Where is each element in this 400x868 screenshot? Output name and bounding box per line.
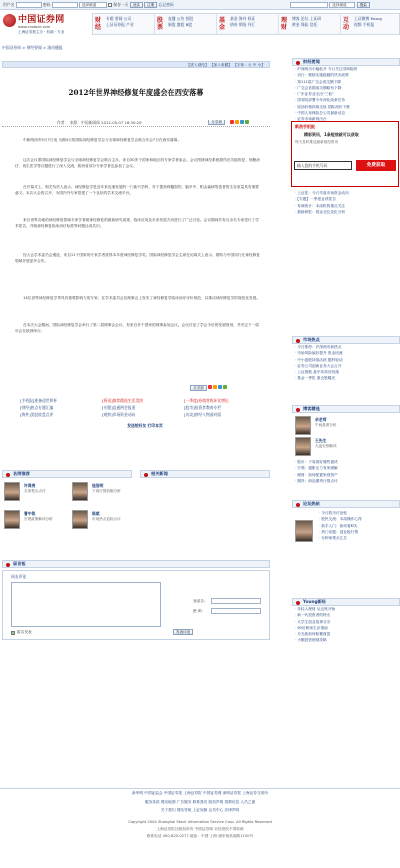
nav-group-interact [341,14,399,34]
password-input[interactable] [52,2,78,8]
comments-title: 留言板 [13,561,26,566]
forgot-password-link[interactable]: 忘记密码 [158,2,174,7]
anonymous-label: 匿名发表 [17,630,32,634]
bullet-icon [296,339,300,343]
breadcrumb[interactable]: 中国证券网 > 财经要闻 > 滚动播报 [2,45,63,50]
expert-desc: 名家观点点评 [24,489,46,493]
market-list [292,344,400,382]
article-meta [2,120,270,127]
weibo-icon[interactable] [230,120,234,124]
qzone-icon[interactable] [213,385,217,389]
share-label: 分享到 [193,386,204,390]
free-get-button[interactable]: 免费获取 [356,160,396,171]
list-item[interactable]: · 证券公司创新业务大会召开 [295,363,400,369]
register-button[interactable]: 注册 [144,2,157,8]
list-item[interactable]: · 分析师观点汇总 [319,535,400,541]
blog-section [292,405,400,484]
top-login-bar [0,0,400,10]
list-item[interactable]: · 上证报：今日早盘市场资金动向 [295,190,400,196]
avatar [295,416,311,435]
username-label: 用户名 [3,2,15,7]
expert-name[interactable]: 许鸿亮 [24,483,36,488]
phone-input-placeholder: 输入您的手机号码 [297,163,328,168]
forum-list [316,510,400,541]
blog-list [292,459,400,484]
list-item[interactable]: · 基金一季报 重仓股曝光 [295,375,400,381]
comment-textarea[interactable] [11,582,161,627]
list-item[interactable]: · 90后职场生存指南 [295,625,400,631]
nav-links[interactable]: 视频 手机报 [354,22,375,27]
article-paragraph: 在开幕式上，相关负责人表示，神经修复学是近年来迅速发展的一门新兴学科，对于提高脊髓损伤、脑卒中、帕金森病等患者的生存质量具有重要意义。本次大会的召开，为国内外专家搭建了一个良好的学术交流平台。 [15,185,259,196]
nav-links[interactable]: 基金 海外 权证 [230,16,256,21]
market-header [292,336,400,344]
site-logo[interactable] [0,12,92,44]
anonymous-checkbox[interactable] [11,631,15,635]
expert-name[interactable]: 曹中铭 [24,511,36,516]
promo-line1: 精彩资讯，1条短信就可以获取 [304,132,359,137]
list-item[interactable]: · 股市：下周看好哪些板块 [295,459,400,465]
sidebar-news-title: 财经要闻 [303,59,320,64]
young-header [292,598,400,606]
blog-title: 博客精选 [303,406,320,411]
nav-links[interactable]: 专题 要闻 公司 [106,16,132,21]
share-label: 分享到 [211,120,222,124]
blogger-desc: 大盘走势解读 [315,444,337,448]
article-paragraph: 中新网西安5月7日电 为期4天的国际神经修复学会与全球神经修复学会联合年会7日在西安落幕。 [23,138,182,142]
expert-desc: 市场热点追踪点评 [92,517,121,521]
list-item[interactable]: · 今日涨停：沪深两市新热点 [295,344,400,350]
remember-checkbox[interactable] [108,3,112,7]
young-list [292,606,400,644]
related-link[interactable]: [观察]市场资金动向 [102,412,136,417]
list-item[interactable]: · 理财：如何配置家庭资产 [295,472,400,478]
kaixin-icon[interactable] [223,385,227,389]
list-item[interactable]: · 期货：商品期货行情点评 [295,478,400,484]
list-item[interactable]: · 第111届广交会成交额下降 [295,79,400,85]
related-link[interactable]: [访谈]财经人物面对面 [184,412,222,417]
list-item[interactable]: · 原油价格持续走低 国际油价下跌 [295,104,400,110]
blogger-name[interactable]: 余老师 [315,417,327,422]
list-item[interactable]: · 广东证券业走出"三低" [295,91,400,97]
bullet-icon [296,601,300,605]
footer-links[interactable]: 新华网 中国证监会 中国证券报 上海证券报 中国证券网 深圳证券报 上海证券交易所 [131,791,269,795]
kaixin-icon[interactable] [245,120,249,124]
login-name-label: 登录名： [193,599,208,603]
young-section [292,598,400,644]
expert-desc: 宏观政策解读分析 [24,517,53,521]
bottom-share-button[interactable] [190,385,207,391]
related-title: 相关新闻 [151,471,168,476]
blogger-name[interactable]: 王先生 [315,438,327,443]
related-link[interactable]: [财经]热点专题汇编 [20,405,54,410]
avatar [4,482,20,501]
related-link[interactable]: [一季度]券商营收环比增长 [184,398,229,403]
article-paragraph: 经大会学术委员会遴选，来自11个国家的专家学者获得本年度神经修复学奖。国际神经修复学会主席在闭幕式上表示，期待与中国同行在神经修复领域开展更多合作。 [15,253,260,264]
nav-links[interactable]: 债券 期货 外汇 [230,22,256,27]
expert-card[interactable] [72,510,152,532]
list-item[interactable]: · 证券市场新规出台 [295,116,400,122]
article-paragraph: 在本次大会期间，国际神经修复学会举行了第二届理事会会议，有来自多个国家的理事参加会议。会议讨论了学会今后的发展规划，并决定下一届年会在欧洲举行。 [15,323,259,334]
list-item[interactable]: · 月光族如何积累财富 [295,631,400,637]
market-title: 市场热点 [303,337,320,342]
nav-links[interactable]: 新股 港股 B股 [168,22,193,27]
expert-name[interactable]: 陈斌 [92,511,100,516]
nav-links[interactable]: 黄金 保险 信托 [292,22,318,27]
comment-label: 网友评论 [11,574,27,579]
list-item[interactable]: · 大学生创业故事分享 [295,619,400,625]
username-input[interactable] [16,2,42,8]
list-item[interactable]: · 广交会首期成交额略有下降 [295,85,400,91]
nav-group-wealth [279,14,341,34]
footer [0,788,400,868]
logo-text: 中国证券网 [18,15,65,25]
expert-desc: 下周行情前瞻分析 [92,489,121,493]
forum-section [292,500,400,550]
search-input[interactable] [290,2,328,8]
avatar [72,510,88,529]
search-channel-select[interactable]: 选择频道 [329,2,355,8]
password-label: 密码 [42,2,51,7]
footer-links[interactable]: 服务条款 网站地图 广告服务 联系我们 版权声明 招聘信息 人员之窗 [144,800,256,804]
list-item[interactable]: · 国务院部署今年深化改革任务 [295,97,400,103]
copyright: Copyright 2004 Shanghai Stock Information Service Corp. All Rights Reserved [128,820,272,824]
renren-icon[interactable] [218,385,222,389]
link-row [20,405,270,412]
related-link[interactable]: [海外]美股收盘点评 [20,412,54,417]
article-paragraph: 这次会议系国际神经修复学会与全球神经修复学会联合主办，来自30多个国家和地区的专家学者参会。会议围绕神经系统损伤后功能恢复、细胞治疗、再生医学等议题进行了深入交流，陕西省部分专家学者也参加了会议。 [15,158,260,169]
nav-links[interactable]: 博客 论坛 上证研 [292,16,321,21]
nav-title[interactable]: 理财 [281,17,288,31]
young-title: Young新经 [303,599,326,604]
forum-body [292,508,400,550]
blog-authors [292,413,400,459]
nav-title[interactable]: 股票 [157,17,164,31]
finance-news-header [292,58,400,66]
list-item[interactable]: · 新一代投资者的特点 [295,612,400,618]
main-navigation [92,13,400,35]
list-item[interactable]: · 央行：继续实施稳健的货币政策 [295,72,400,78]
list-item[interactable]: · 中小盘股持续活跃 题材轮动 [295,357,400,363]
contact-info: 联系电话 400-820-0277 地址：中国·上海 浦东杨高南路1100号 [146,834,254,838]
list-item[interactable]: · 【专题】一季度业绩报告 [295,196,400,202]
nav-group-finance [93,14,155,34]
related-link[interactable]: [股市]投资者教育专栏 [184,405,222,410]
nav-links[interactable]: 上证证券报 产业 [106,22,134,27]
link-row [20,398,270,405]
nav-title[interactable]: 财经 [95,17,102,31]
share-icons[interactable] [208,385,228,390]
logo-emblem-icon [3,14,16,27]
blog-header [292,405,400,413]
font-size-control[interactable]: 【字体：大 中 小】 [233,63,265,67]
list-item[interactable]: · 券商统计：本周机构重点关注 [295,203,400,209]
nav-group-stocks [155,14,217,34]
avatar [295,520,313,542]
comments-header [2,560,270,568]
comment-form [2,570,270,640]
list-item[interactable]: · 年轻人理财 从记账开始 [295,606,400,612]
list-item[interactable]: · 宏观：通胀压力有所缓解 [295,465,400,471]
submit-comment-button[interactable]: 发表评论 [173,629,193,635]
avatar [72,482,88,501]
list-item[interactable]: · 最新研报：基金仓位变化分析 [295,209,400,215]
bullet-icon [296,61,300,65]
list-item[interactable]: · 上证指数 盘中冲高后回落 [295,369,400,375]
blogger-desc: 午间盘面分析 [315,423,337,427]
bullet-icon [6,473,10,477]
related-link[interactable]: [资讯]推荐精选生活美图 [102,398,143,403]
renren-icon[interactable] [240,120,244,124]
list-item[interactable]: · 热门话题：创业板行情 [319,529,400,535]
experts-section-header [2,470,132,478]
nav-title[interactable]: 基金 [219,17,226,31]
promo-title: 新浪手机报 [295,124,315,129]
promo-line2: 每天及时推送最新财经资讯 [295,140,339,144]
comment-password-label: 密 码： [193,609,206,613]
logo-url: www.cnstock.com [18,25,51,29]
list-item[interactable]: · 小额投资理财攻略 [295,637,400,643]
article-toolbar [2,61,270,68]
nav-links[interactable]: 直播 公告 招股 [168,16,194,21]
send-print-links[interactable]: 发送给好友 打印本页 [127,423,163,428]
finance-news-list [292,66,400,123]
list-item[interactable]: · 市场风险偏好提升 资金回流 [295,350,400,356]
qzone-icon[interactable] [235,120,239,124]
share-button[interactable] [208,120,225,125]
comment-login-input[interactable] [211,598,261,604]
avatar [295,437,311,456]
logo-subtitle: 上海证券报主办 · 权威 · 专业 [18,30,65,34]
share-icons[interactable] [230,120,250,125]
bullet-icon [296,408,300,412]
bullet-icon [144,473,148,477]
related-links-table [20,398,270,428]
bottom-share-bar [190,385,270,392]
enter-finance-link[interactable]: 【进入财经】 [186,63,209,67]
channel-select[interactable]: 选择频道 [79,2,107,8]
link-row [20,412,270,419]
add-favorite-link[interactable]: 【加入收藏】 [209,63,232,67]
weibo-icon[interactable] [208,385,212,389]
sms-promo-box [291,121,399,187]
nav-links[interactable]: 上证微博 Young [354,16,382,21]
list-item[interactable]: · 中国人寿保险总公司最新动态 [295,110,400,116]
footer-links[interactable]: 关于我们 网站导航 上证视频 会员中心 法律声明 [160,808,240,812]
related-news-header [140,470,270,478]
sidebar [292,58,400,123]
article-paragraph: 来自世界各地的神经修复领域专家学者就神经修复的最新研究成果、临床应用及未来发展方向进行了广泛讨论。会议期间共有百余名专家进行了学术报告，并就神经修复临床治疗标准等问题达成共识。 [15,218,259,229]
article-source: 作者： 来源：中国新闻网 2012-05-07 16:30:29 [57,120,142,125]
related-link[interactable]: [手机报]准备迎世界杯 [20,398,58,403]
bullet-icon [6,563,10,567]
promo-list [292,190,400,215]
phone-number-input[interactable] [294,161,352,170]
list-item[interactable]: · 股民交流：本周操作心得 [319,516,400,522]
blogger-card[interactable] [295,437,395,459]
bullet-icon [296,503,300,507]
blogger-card[interactable] [295,416,395,438]
company-notice: 上海证券报社版权所有 中国证券网 未经授权不得转载 [156,827,244,831]
experts-title: 名师推荐 [13,471,30,476]
comment-password-input[interactable] [211,608,261,614]
remember-label: 保存一天 [113,2,129,7]
list-item[interactable]: · 新手入门：如何看K线 [319,523,400,529]
expert-card[interactable] [72,482,152,504]
avatar [4,510,20,529]
list-item[interactable]: · 沪深两市小幅低开 今日关注券商板块 [295,66,400,72]
market-section [292,336,400,382]
list-item[interactable]: · 今日股市讨论帖 [319,510,400,516]
nav-group-funds [217,14,279,34]
forum-title: 论坛热帖 [303,501,320,506]
nav-title[interactable]: 互动 [343,17,350,31]
search-button[interactable]: 搜索 [357,2,370,8]
expert-name[interactable]: 桂浩明 [92,483,104,488]
article-title: 2012年世界神经修复年度盛会在西安落幕 [68,88,204,97]
related-link[interactable]: [专题]直通两会报道 [102,405,136,410]
forum-header [292,500,400,508]
login-button[interactable]: 登录 [130,2,143,8]
article-paragraph: 14位世界神经修复学界具有重要影响力的专家，在学术委员会及理事会上发布了神经修复学临床治疗评价规范，以推动神经修复学的规范化发展。 [23,296,260,300]
